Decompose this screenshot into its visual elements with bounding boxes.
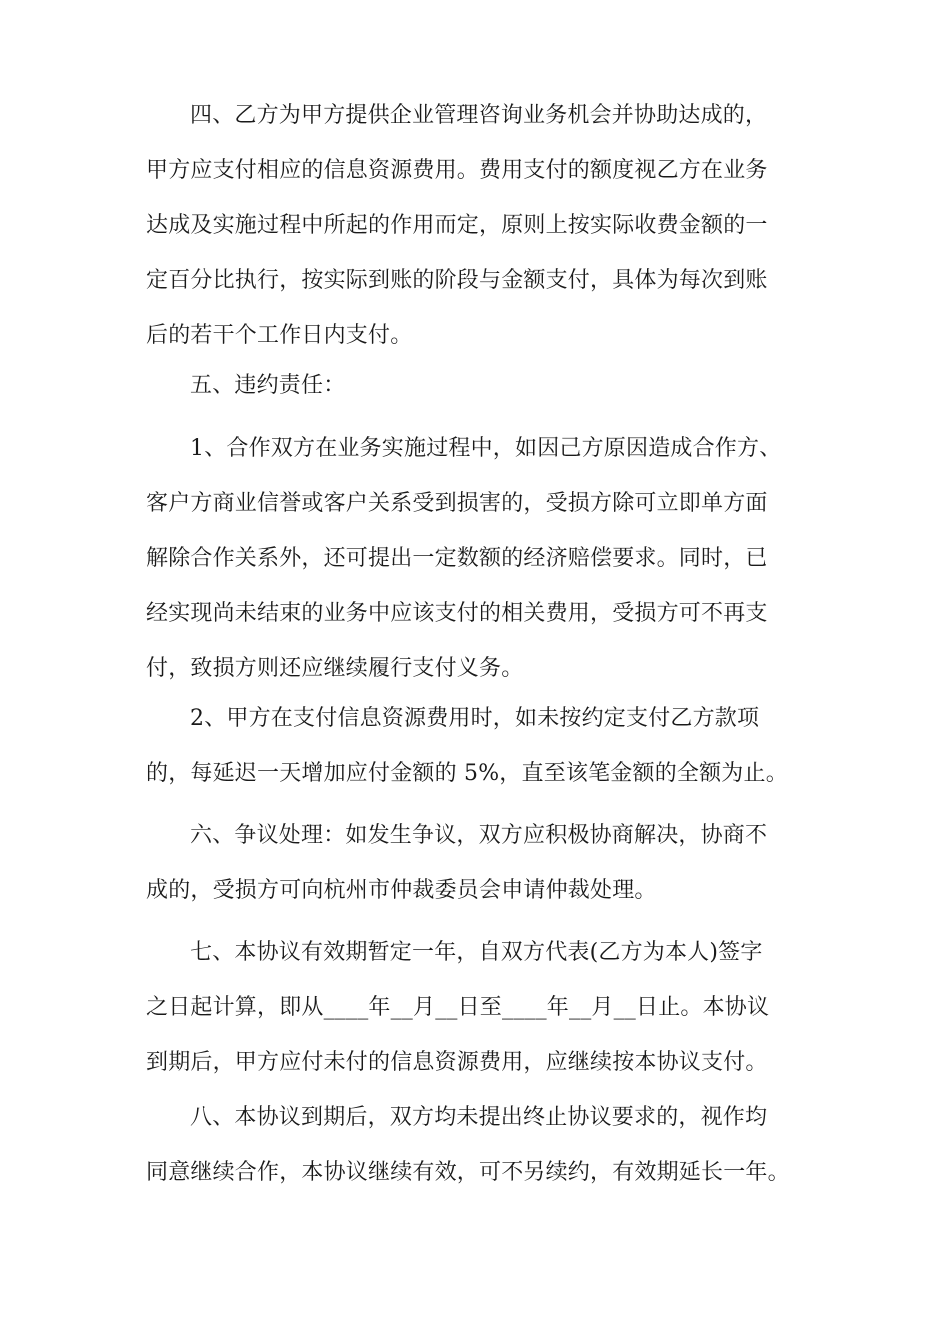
paragraph-first-line: 四、乙方为甲方提供企业管理咨询业务机会并协助达成的，: [190, 103, 768, 128]
paragraph-line: 同意继续合作，本协议继续有效，可不另续约，有效期延长一年。: [146, 1160, 790, 1185]
paragraph-line: 经实现尚未结束的业务中应该支付的相关费用，受损方可不再支: [146, 601, 768, 626]
paragraph-line: 的，每延迟一天增加应付金额的 5%，直至该笔金额的全额为止。: [146, 761, 788, 786]
paragraph-line: 后的若干个工作日内支付。: [146, 323, 413, 348]
paragraph-line: 解除合作关系外，还可提出一定数额的经济赔偿要求。同时，已: [146, 546, 768, 571]
paragraph-first-line: 1、合作双方在业务实施过程中，如因己方原因造成合作方、: [190, 436, 782, 461]
paragraph-line: 甲方应支付相应的信息资源费用。费用支付的额度视乙方在业务: [146, 158, 768, 183]
paragraph-line: 定百分比执行，按实际到账的阶段与金额支付，具体为每次到账: [146, 268, 768, 293]
paragraph-line: 达成及实施过程中所起的作用而定，原则上按实际收费金额的一: [146, 213, 768, 238]
paragraph-first-line: 2、甲方在支付信息资源费用时，如未按约定支付乙方款项: [190, 706, 760, 731]
paragraph-line: 之日起计算，即从____年__月__日至____年__月__日止。本协议: [146, 995, 770, 1020]
paragraph-line: 付，致损方则还应继续履行支付义务。: [146, 656, 524, 681]
paragraph-first-line: 六、争议处理：如发生争议，双方应积极协商解决，协商不: [190, 823, 768, 848]
paragraph-first-line: 五、违约责任：: [190, 373, 346, 398]
paragraph-line: 到期后，甲方应付未付的信息资源费用，应继续按本协议支付。: [146, 1050, 768, 1075]
paragraph-line: 客户方商业信誉或客户关系受到损害的，受损方除可立即单方面: [146, 491, 768, 516]
paragraph-first-line: 八、本协议到期后，双方均未提出终止协议要求的，视作均: [190, 1105, 768, 1130]
paragraph-first-line: 七、本协议有效期暂定一年，自双方代表(乙方为本人)签字: [190, 940, 763, 965]
paragraph-line: 成的，受损方可向杭州市仲裁委员会申请仲裁处理。: [146, 878, 657, 903]
